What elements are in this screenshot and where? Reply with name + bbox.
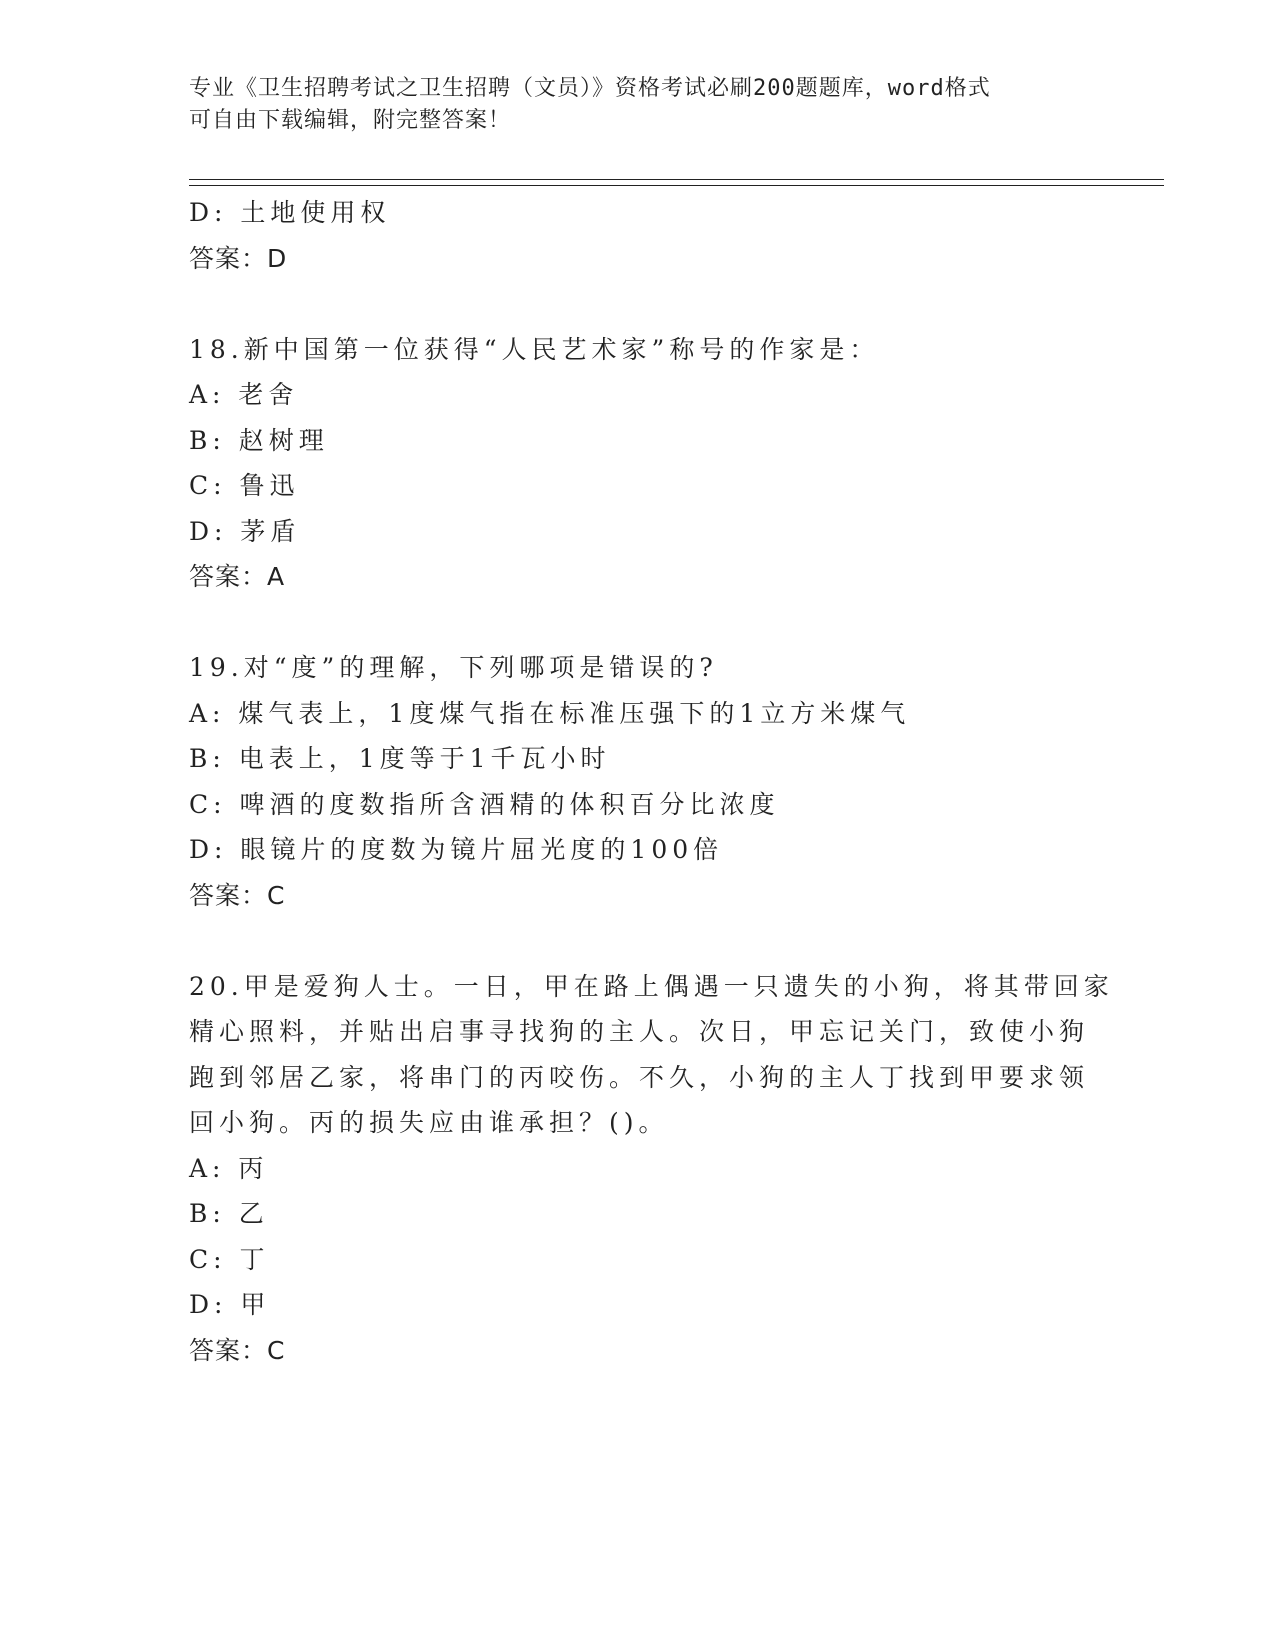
question-stem: 18.新中国第一位获得“人民艺术家”称号的作家是： xyxy=(189,334,880,364)
option-d: D: 眼镜片的度数为镜片屈光度的100倍 xyxy=(189,835,724,864)
document-header xyxy=(189,73,1089,137)
question-stem-line: 回小狗。丙的损失应由谁承担？()。 xyxy=(189,1108,669,1137)
question-19 xyxy=(189,645,1089,918)
answer-line: 答案：D xyxy=(189,243,288,273)
option-d: D: 茅盾 xyxy=(189,516,301,546)
option-a: A: 煤气表上，1度煤气指在标准压强下的1立方米煤气 xyxy=(189,698,911,728)
option-a: A: 丙 xyxy=(189,1153,269,1183)
question-stem-line: 跑到邻居乙家，将串门的丙咬伤。不久，小狗的主人丁找到甲要求领 xyxy=(189,1062,1090,1092)
option-c: C: 丁 xyxy=(189,1244,270,1274)
question-stem-line: 20.甲是爱狗人士。一日，甲在路上偶遇一只遗失的小狗，将其带回家 xyxy=(189,971,1114,1001)
question-stem-line: 精心照料，并贴出启事寻找狗的主人。次日，甲忘记关门，致使小狗 xyxy=(189,1017,1090,1046)
answer-line: 答案：A xyxy=(189,562,286,591)
option-b: B: 电表上，1度等于1千瓦小时 xyxy=(189,744,611,773)
option-d: D: 土地使用权 xyxy=(189,198,391,227)
answer-line: 答案：C xyxy=(189,1335,286,1365)
spacer xyxy=(189,281,1089,327)
option-b: B: 乙 xyxy=(189,1199,269,1228)
option-d: D: 甲 xyxy=(189,1290,271,1319)
option-c: C: 鲁迅 xyxy=(189,471,300,500)
option-c: C: 啤酒的度数指所含酒精的体积百分比浓度 xyxy=(189,789,780,819)
question-20 xyxy=(189,964,1114,1374)
question-stem: 19.对“度”的理解，下列哪项是错误的? xyxy=(189,653,718,682)
answer-line: 答案：C xyxy=(189,880,286,910)
question-18 xyxy=(189,327,1089,600)
header-line-2: 可自由下载编辑，附完整答案！ xyxy=(189,108,512,133)
header-rule-bottom xyxy=(189,185,1164,186)
header-line-1: 专业《卫生招聘考试之卫生招聘（文员）》资格考试必刷200题题库，word格式 xyxy=(189,76,991,101)
document-body xyxy=(189,190,1114,1373)
option-a: A: 老舍 xyxy=(189,380,299,409)
spacer xyxy=(189,918,1089,964)
spacer xyxy=(189,600,1089,646)
option-b: B: 赵树理 xyxy=(189,425,329,455)
header-rule-top xyxy=(189,179,1164,180)
